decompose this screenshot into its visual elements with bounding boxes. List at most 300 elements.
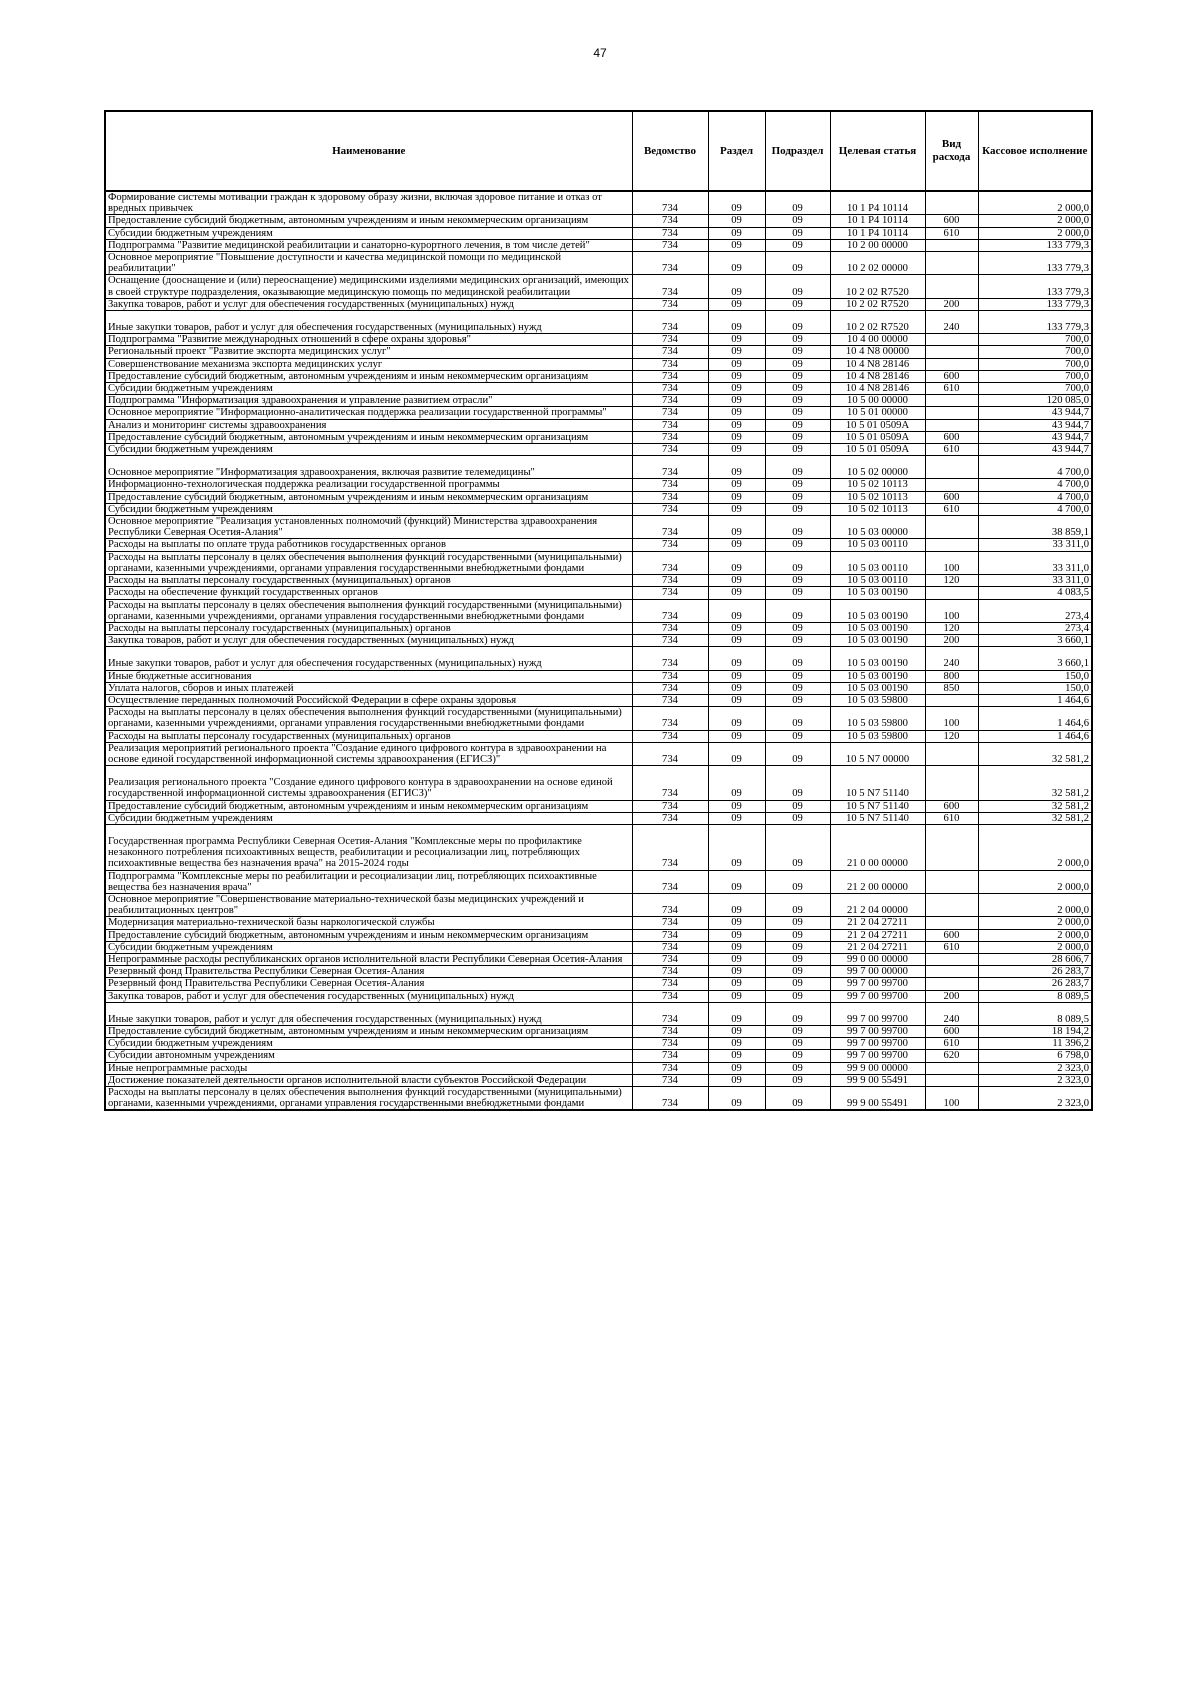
cell-dept: 734 (632, 479, 708, 491)
cell-subsection: 09 (765, 503, 830, 515)
cell-exp-type: 120 (925, 730, 978, 742)
cell-section: 09 (708, 670, 765, 682)
cell-name: Субсидии бюджетным учреждениям (105, 444, 632, 456)
cell-name: Закупка товаров, работ и услуг для обеспечения государственных (муниципальных) нужд (105, 635, 632, 647)
cell-amount: 33 311,0 (978, 575, 1092, 587)
table-row (105, 227, 1092, 239)
cell-section: 09 (708, 766, 765, 800)
cell-exp-type: 610 (925, 812, 978, 824)
table-row (105, 707, 1092, 730)
cell-target: 10 5 03 00110 (830, 539, 925, 551)
cell-name: Достижение показателей деятельности органов исполнительной власти субъектов Российской Федерации (105, 1074, 632, 1086)
cell-subsection: 09 (765, 239, 830, 251)
cell-amount: 133 779,3 (978, 252, 1092, 275)
cell-target: 99 9 00 55491 (830, 1074, 925, 1086)
cell-target: 10 5 03 59800 (830, 707, 925, 730)
table-row (105, 694, 1092, 706)
cell-name: Субсидии бюджетным учреждениям (105, 1038, 632, 1050)
cell-amount: 43 944,7 (978, 407, 1092, 419)
cell-exp-type: 610 (925, 444, 978, 456)
cell-section: 09 (708, 1074, 765, 1086)
cell-target: 10 5 01 0509A (830, 419, 925, 431)
cell-dept: 734 (632, 407, 708, 419)
cell-amount: 38 859,1 (978, 516, 1092, 539)
cell-subsection: 09 (765, 766, 830, 800)
cell-exp-type: 240 (925, 1002, 978, 1025)
cell-section: 09 (708, 575, 765, 587)
cell-exp-type: 600 (925, 215, 978, 227)
table-row (105, 479, 1092, 491)
cell-amount: 28 606,7 (978, 953, 1092, 965)
cell-name: Подпрограмма "Информатизация здравоохранения и управление развитием отрасли" (105, 395, 632, 407)
header-name: Наименование (105, 111, 632, 191)
cell-name: Осуществление переданных полномочий Российской Федерации в сфере охраны здоровья (105, 694, 632, 706)
table-row (105, 407, 1092, 419)
cell-name: Иные закупки товаров, работ и услуг для обеспечения государственных (муниципальных) нужд (105, 1002, 632, 1025)
cell-target: 99 7 00 99700 (830, 1050, 925, 1062)
cell-dept: 734 (632, 491, 708, 503)
header-subsection: Подраздел (765, 111, 830, 191)
cell-target: 10 2 02 00000 (830, 252, 925, 275)
cell-target: 10 2 00 00000 (830, 239, 925, 251)
cell-subsection: 09 (765, 370, 830, 382)
cell-exp-type (925, 1062, 978, 1074)
cell-amount: 273,4 (978, 599, 1092, 622)
table-body (105, 191, 1092, 1110)
cell-dept: 734 (632, 800, 708, 812)
table-row (105, 456, 1092, 479)
cell-exp-type (925, 1074, 978, 1086)
cell-dept: 734 (632, 966, 708, 978)
cell-target: 10 1 P4 10114 (830, 191, 925, 215)
cell-subsection: 09 (765, 978, 830, 990)
cell-target: 10 5 N7 00000 (830, 742, 925, 765)
cell-exp-type (925, 917, 978, 929)
cell-name: Расходы на выплаты персоналу в целях обеспечения выполнения функций государственными (муниципальными) органами, казенными учреждениями, органами управления государственными внебюджетными фондами (105, 1087, 632, 1111)
cell-name: Уплата налогов, сборов и иных платежей (105, 682, 632, 694)
cell-section: 09 (708, 479, 765, 491)
cell-exp-type: 600 (925, 370, 978, 382)
budget-table (104, 110, 1093, 1111)
cell-amount: 8 089,5 (978, 990, 1092, 1002)
cell-section: 09 (708, 929, 765, 941)
cell-name: Расходы на выплаты персоналу государственных (муниципальных) органов (105, 575, 632, 587)
cell-name: Оснащение (дооснащение и (или) переоснащение) медицинскими изделиями медицинских организаций, имеющих в своей структуре подразделения, оказывающие медицинскую помощь по медицинской реабилитации (105, 275, 632, 298)
table-row (105, 419, 1092, 431)
page-number: 47 (593, 46, 607, 60)
cell-dept: 734 (632, 431, 708, 443)
cell-subsection: 09 (765, 419, 830, 431)
table-row (105, 252, 1092, 275)
cell-name: Субсидии бюджетным учреждениям (105, 812, 632, 824)
table-row (105, 444, 1092, 456)
cell-amount: 26 283,7 (978, 966, 1092, 978)
table-row (105, 635, 1092, 647)
cell-target: 21 2 04 27211 (830, 917, 925, 929)
cell-dept: 734 (632, 622, 708, 634)
cell-subsection: 09 (765, 431, 830, 443)
cell-dept: 734 (632, 227, 708, 239)
cell-subsection: 09 (765, 800, 830, 812)
table-row (105, 215, 1092, 227)
cell-subsection: 09 (765, 929, 830, 941)
cell-section: 09 (708, 407, 765, 419)
cell-exp-type (925, 407, 978, 419)
cell-dept: 734 (632, 941, 708, 953)
cell-target: 10 4 00 00000 (830, 334, 925, 346)
table-row (105, 766, 1092, 800)
cell-amount: 1 464,6 (978, 707, 1092, 730)
table-header-row (105, 111, 1092, 191)
cell-target: 10 5 03 00190 (830, 670, 925, 682)
cell-exp-type (925, 334, 978, 346)
cell-name: Предоставление субсидий бюджетным, автономным учреждениям и иным некоммерческим организациям (105, 929, 632, 941)
cell-section: 09 (708, 252, 765, 275)
cell-exp-type: 120 (925, 575, 978, 587)
cell-amount: 2 323,0 (978, 1074, 1092, 1086)
cell-exp-type: 610 (925, 1038, 978, 1050)
table-row (105, 670, 1092, 682)
cell-dept: 734 (632, 395, 708, 407)
cell-amount: 32 581,2 (978, 800, 1092, 812)
cell-exp-type (925, 978, 978, 990)
table-row (105, 824, 1092, 870)
cell-dept: 734 (632, 191, 708, 215)
table-row (105, 800, 1092, 812)
cell-subsection: 09 (765, 395, 830, 407)
cell-section: 09 (708, 622, 765, 634)
cell-target: 10 4 N8 28146 (830, 358, 925, 370)
table-row (105, 953, 1092, 965)
table-row (105, 978, 1092, 990)
cell-amount: 2 000,0 (978, 191, 1092, 215)
cell-name: Субсидии бюджетным учреждениям (105, 503, 632, 515)
cell-target: 10 5 02 10113 (830, 479, 925, 491)
cell-amount: 43 944,7 (978, 419, 1092, 431)
cell-section: 09 (708, 870, 765, 893)
header-cash: Кассовое исполнение (978, 111, 1092, 191)
cell-name: Предоставление субсидий бюджетным, автономным учреждениям и иным некоммерческим организациям (105, 491, 632, 503)
table-row (105, 647, 1092, 670)
cell-section: 09 (708, 383, 765, 395)
cell-exp-type (925, 694, 978, 706)
cell-subsection: 09 (765, 730, 830, 742)
cell-exp-type: 200 (925, 298, 978, 310)
cell-name: Иные закупки товаров, работ и услуг для обеспечения государственных (муниципальных) нужд (105, 647, 632, 670)
cell-subsection: 09 (765, 647, 830, 670)
cell-exp-type (925, 275, 978, 298)
cell-exp-type: 600 (925, 929, 978, 941)
cell-section: 09 (708, 239, 765, 251)
cell-subsection: 09 (765, 694, 830, 706)
cell-amount: 33 311,0 (978, 551, 1092, 574)
cell-target: 10 5 01 0509A (830, 431, 925, 443)
cell-target: 10 4 N8 28146 (830, 383, 925, 395)
cell-amount: 3 660,1 (978, 647, 1092, 670)
cell-section: 09 (708, 419, 765, 431)
cell-amount: 133 779,3 (978, 298, 1092, 310)
cell-section: 09 (708, 1087, 765, 1111)
table-row (105, 941, 1092, 953)
cell-name: Реализация мероприятий регионального проекта "Создание единого цифрового контура в здравоохранении на основе единой государственной информационной системы здравоохранения (ЕГИСЗ)" (105, 742, 632, 765)
cell-target: 10 4 N8 00000 (830, 346, 925, 358)
header-target: Целевая статья (830, 111, 925, 191)
cell-dept: 734 (632, 383, 708, 395)
cell-exp-type (925, 742, 978, 765)
cell-exp-type (925, 539, 978, 551)
cell-section: 09 (708, 551, 765, 574)
cell-subsection: 09 (765, 953, 830, 965)
cell-subsection: 09 (765, 444, 830, 456)
table-row (105, 990, 1092, 1002)
cell-name: Основное мероприятие "Реализация установленных полномочий (функций) Министерства здравоохранения Республики Северная Осетия-Алания" (105, 516, 632, 539)
cell-target: 10 5 N7 51140 (830, 766, 925, 800)
cell-subsection: 09 (765, 575, 830, 587)
cell-name: Подпрограмма "Развитие международных отношений в сфере охраны здоровья" (105, 334, 632, 346)
cell-name: Модернизация материально-технической базы наркологической службы (105, 917, 632, 929)
cell-target: 10 5 01 00000 (830, 407, 925, 419)
cell-name: Подпрограмма "Комплексные меры по реабилитации и ресоциализации лиц, потребляющих психоактивные вещества без назначения врача" (105, 870, 632, 893)
table-row (105, 870, 1092, 893)
cell-amount: 133 779,3 (978, 275, 1092, 298)
cell-exp-type (925, 953, 978, 965)
cell-amount: 2 323,0 (978, 1087, 1092, 1111)
cell-subsection: 09 (765, 742, 830, 765)
cell-subsection: 09 (765, 635, 830, 647)
cell-dept: 734 (632, 953, 708, 965)
table-row (105, 893, 1092, 916)
table-row (105, 1026, 1092, 1038)
cell-dept: 734 (632, 358, 708, 370)
cell-section: 09 (708, 599, 765, 622)
cell-subsection: 09 (765, 551, 830, 574)
cell-name: Информационно-технологическая поддержка реализации государственной программы (105, 479, 632, 491)
cell-amount: 26 283,7 (978, 978, 1092, 990)
cell-amount: 2 000,0 (978, 215, 1092, 227)
cell-amount: 18 194,2 (978, 1026, 1092, 1038)
cell-subsection: 09 (765, 311, 830, 334)
cell-subsection: 09 (765, 383, 830, 395)
cell-section: 09 (708, 917, 765, 929)
cell-subsection: 09 (765, 966, 830, 978)
cell-section: 09 (708, 431, 765, 443)
table-row (105, 1038, 1092, 1050)
cell-dept: 734 (632, 929, 708, 941)
cell-name: Иные закупки товаров, работ и услуг для обеспечения государственных (муниципальных) нужд (105, 311, 632, 334)
cell-subsection: 09 (765, 893, 830, 916)
cell-dept: 734 (632, 682, 708, 694)
cell-dept: 734 (632, 670, 708, 682)
cell-target: 10 5 03 00000 (830, 516, 925, 539)
table-row (105, 966, 1092, 978)
cell-exp-type: 610 (925, 503, 978, 515)
cell-exp-type: 120 (925, 622, 978, 634)
cell-section: 09 (708, 966, 765, 978)
cell-exp-type: 600 (925, 800, 978, 812)
cell-amount: 4 700,0 (978, 456, 1092, 479)
cell-dept: 734 (632, 812, 708, 824)
cell-target: 10 5 03 00190 (830, 622, 925, 634)
cell-subsection: 09 (765, 275, 830, 298)
cell-exp-type (925, 966, 978, 978)
table-row (105, 587, 1092, 599)
cell-exp-type: 240 (925, 647, 978, 670)
cell-dept: 734 (632, 215, 708, 227)
cell-name: Предоставление субсидий бюджетным, автономным учреждениям и иным некоммерческим организациям (105, 215, 632, 227)
table-row (105, 682, 1092, 694)
cell-amount: 2 000,0 (978, 929, 1092, 941)
cell-section: 09 (708, 311, 765, 334)
cell-dept: 734 (632, 599, 708, 622)
cell-name: Региональный проект "Развитие экспорта медицинских услуг" (105, 346, 632, 358)
table-row (105, 334, 1092, 346)
cell-dept: 734 (632, 456, 708, 479)
cell-subsection: 09 (765, 334, 830, 346)
cell-dept: 734 (632, 1050, 708, 1062)
cell-subsection: 09 (765, 870, 830, 893)
cell-target: 21 0 00 00000 (830, 824, 925, 870)
cell-exp-type (925, 824, 978, 870)
cell-amount: 32 581,2 (978, 766, 1092, 800)
cell-subsection: 09 (765, 1087, 830, 1111)
table-row (105, 742, 1092, 765)
cell-amount: 133 779,3 (978, 239, 1092, 251)
cell-subsection: 09 (765, 824, 830, 870)
cell-section: 09 (708, 990, 765, 1002)
cell-section: 09 (708, 191, 765, 215)
cell-section: 09 (708, 456, 765, 479)
cell-dept: 734 (632, 730, 708, 742)
cell-name: Закупка товаров, работ и услуг для обеспечения государственных (муниципальных) нужд (105, 298, 632, 310)
cell-target: 99 7 00 99700 (830, 1026, 925, 1038)
cell-target: 10 1 P4 10114 (830, 215, 925, 227)
table-row (105, 551, 1092, 574)
cell-amount: 120 085,0 (978, 395, 1092, 407)
cell-target: 10 5 03 00190 (830, 587, 925, 599)
cell-exp-type (925, 456, 978, 479)
cell-exp-type (925, 191, 978, 215)
cell-amount: 4 700,0 (978, 503, 1092, 515)
table-row (105, 917, 1092, 929)
cell-target: 10 5 03 59800 (830, 730, 925, 742)
cell-amount: 2 000,0 (978, 941, 1092, 953)
cell-target: 10 4 N8 28146 (830, 370, 925, 382)
table-row (105, 1087, 1092, 1111)
cell-subsection: 09 (765, 252, 830, 275)
cell-name: Расходы на выплаты персоналу государственных (муниципальных) органов (105, 730, 632, 742)
cell-section: 09 (708, 941, 765, 953)
cell-amount: 150,0 (978, 670, 1092, 682)
cell-section: 09 (708, 516, 765, 539)
cell-section: 09 (708, 491, 765, 503)
cell-target: 21 2 04 27211 (830, 929, 925, 941)
cell-amount: 2 000,0 (978, 893, 1092, 916)
cell-dept: 734 (632, 275, 708, 298)
cell-name: Расходы на выплаты персоналу в целях обеспечения выполнения функций государственными (муниципальными) органами, казенными учреждениями, органами управления государственными внебюджетными фондами (105, 599, 632, 622)
table-row (105, 395, 1092, 407)
cell-amount: 700,0 (978, 334, 1092, 346)
cell-dept: 734 (632, 551, 708, 574)
cell-dept: 734 (632, 824, 708, 870)
cell-section: 09 (708, 539, 765, 551)
cell-amount: 11 396,2 (978, 1038, 1092, 1050)
cell-subsection: 09 (765, 227, 830, 239)
cell-dept: 734 (632, 346, 708, 358)
cell-amount: 2 000,0 (978, 917, 1092, 929)
cell-dept: 734 (632, 1074, 708, 1086)
cell-section: 09 (708, 298, 765, 310)
cell-name: Резервный фонд Правительства Республики Северная Осетия-Алания (105, 978, 632, 990)
cell-amount: 4 700,0 (978, 479, 1092, 491)
cell-subsection: 09 (765, 1062, 830, 1074)
cell-exp-type (925, 239, 978, 251)
cell-exp-type: 100 (925, 599, 978, 622)
cell-target: 99 9 00 00000 (830, 1062, 925, 1074)
table-row (105, 516, 1092, 539)
cell-amount: 2 000,0 (978, 824, 1092, 870)
table-row (105, 503, 1092, 515)
cell-subsection: 09 (765, 622, 830, 634)
table-row (105, 311, 1092, 334)
cell-exp-type: 100 (925, 551, 978, 574)
cell-dept: 734 (632, 742, 708, 765)
cell-dept: 734 (632, 893, 708, 916)
cell-target: 10 5 N7 51140 (830, 812, 925, 824)
header-dept: Ведомство (632, 111, 708, 191)
cell-subsection: 09 (765, 670, 830, 682)
cell-dept: 734 (632, 766, 708, 800)
cell-name: Субсидии бюджетным учреждениям (105, 227, 632, 239)
cell-target: 10 5 00 00000 (830, 395, 925, 407)
cell-subsection: 09 (765, 358, 830, 370)
cell-exp-type (925, 346, 978, 358)
cell-subsection: 09 (765, 812, 830, 824)
cell-target: 10 5 03 00110 (830, 551, 925, 574)
cell-target: 10 2 02 R7520 (830, 275, 925, 298)
cell-amount: 150,0 (978, 682, 1092, 694)
cell-target: 21 2 00 00000 (830, 870, 925, 893)
table-row (105, 622, 1092, 634)
cell-target: 99 7 00 99700 (830, 1038, 925, 1050)
cell-exp-type: 600 (925, 431, 978, 443)
cell-dept: 734 (632, 870, 708, 893)
cell-exp-type: 620 (925, 1050, 978, 1062)
cell-section: 09 (708, 730, 765, 742)
table-row (105, 812, 1092, 824)
cell-name: Иные непрограммные расходы (105, 1062, 632, 1074)
cell-subsection: 09 (765, 407, 830, 419)
cell-section: 09 (708, 1002, 765, 1025)
table-row (105, 539, 1092, 551)
cell-section: 09 (708, 358, 765, 370)
cell-section: 09 (708, 824, 765, 870)
cell-exp-type (925, 587, 978, 599)
cell-amount: 700,0 (978, 383, 1092, 395)
cell-exp-type: 240 (925, 311, 978, 334)
cell-target: 99 7 00 99700 (830, 990, 925, 1002)
cell-target: 10 5 02 10113 (830, 491, 925, 503)
cell-section: 09 (708, 694, 765, 706)
cell-amount: 1 464,6 (978, 694, 1092, 706)
cell-amount: 43 944,7 (978, 431, 1092, 443)
cell-amount: 1 464,6 (978, 730, 1092, 742)
cell-section: 09 (708, 635, 765, 647)
table-row (105, 1050, 1092, 1062)
table-row (105, 370, 1092, 382)
cell-name: Субсидии бюджетным учреждениям (105, 941, 632, 953)
cell-dept: 734 (632, 575, 708, 587)
cell-amount: 43 944,7 (978, 444, 1092, 456)
